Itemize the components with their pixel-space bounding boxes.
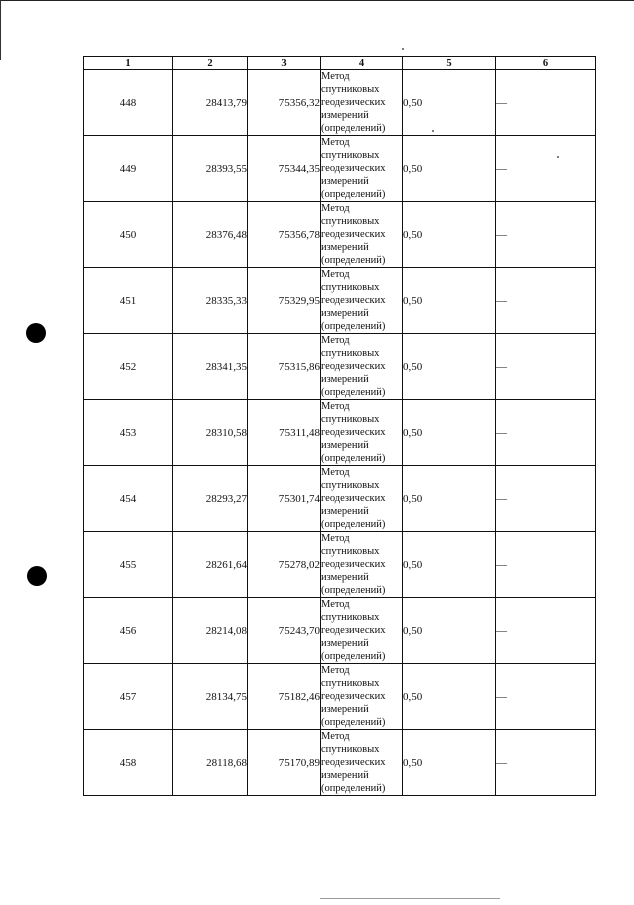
note-cell: —: [496, 136, 596, 202]
note-cell: —: [496, 598, 596, 664]
coordinate-x: 28393,55: [173, 136, 248, 202]
scan-speck: [432, 130, 434, 132]
column-header-6: 6: [496, 57, 596, 70]
method-cell: Метод спутниковых геодезических измерений (определений): [321, 334, 403, 400]
point-number: 451: [84, 268, 173, 334]
coordinate-x: 28341,35: [173, 334, 248, 400]
coordinate-y: 75243,70: [248, 598, 321, 664]
accuracy-cell: 0,50: [403, 730, 496, 796]
table-row: [84, 400, 596, 466]
coordinate-x: 28261,64: [173, 532, 248, 598]
coordinate-y: 75344,35: [248, 136, 321, 202]
coordinate-x: 28413,79: [173, 70, 248, 136]
coordinate-y: 75301,74: [248, 466, 321, 532]
point-number: 456: [84, 598, 173, 664]
table-row: [84, 334, 596, 400]
table-row: [84, 466, 596, 532]
coordinate-y: 75170,89: [248, 730, 321, 796]
accuracy-cell: 0,50: [403, 334, 496, 400]
method-cell: Метод спутниковых геодезических измерений (определений): [321, 664, 403, 730]
accuracy-cell: 0,50: [403, 136, 496, 202]
coordinate-x: 28214,08: [173, 598, 248, 664]
table-row: [84, 202, 596, 268]
page-top-edge: [0, 0, 634, 5]
note-cell: —: [496, 730, 596, 796]
note-cell: —: [496, 70, 596, 136]
accuracy-cell: 0,50: [403, 664, 496, 730]
punch-hole: [27, 566, 47, 586]
point-number: 455: [84, 532, 173, 598]
point-number: 458: [84, 730, 173, 796]
accuracy-cell: 0,50: [403, 268, 496, 334]
accuracy-cell: 0,50: [403, 202, 496, 268]
note-cell: —: [496, 466, 596, 532]
header-row: [84, 57, 596, 70]
note-cell: —: [496, 532, 596, 598]
method-cell: Метод спутниковых геодезических измерений (определений): [321, 136, 403, 202]
coordinate-y: 75329,95: [248, 268, 321, 334]
coordinate-y: 75311,48: [248, 400, 321, 466]
coordinate-x: 28335,33: [173, 268, 248, 334]
coordinates-table: [83, 56, 596, 796]
note-cell: —: [496, 400, 596, 466]
method-cell: Метод спутниковых геодезических измерений (определений): [321, 202, 403, 268]
coordinate-x: 28134,75: [173, 664, 248, 730]
table-row: [84, 598, 596, 664]
point-number: 450: [84, 202, 173, 268]
coordinate-y: 75356,32: [248, 70, 321, 136]
table-row: [84, 730, 596, 796]
note-cell: —: [496, 268, 596, 334]
scan-speck: [557, 156, 559, 158]
coordinate-x: 28118,68: [173, 730, 248, 796]
table-row: [84, 664, 596, 730]
point-number: 449: [84, 136, 173, 202]
accuracy-cell: 0,50: [403, 598, 496, 664]
column-header-3: 3: [248, 57, 321, 70]
coordinate-y: 75182,46: [248, 664, 321, 730]
table-row: [84, 532, 596, 598]
method-cell: Метод спутниковых геодезических измерений (определений): [321, 532, 403, 598]
note-cell: —: [496, 202, 596, 268]
column-header-2: 2: [173, 57, 248, 70]
column-header-1: 1: [84, 57, 173, 70]
method-cell: Метод спутниковых геодезических измерений (определений): [321, 268, 403, 334]
coordinate-x: 28376,48: [173, 202, 248, 268]
scan-speck: [402, 48, 404, 50]
accuracy-cell: 0,50: [403, 400, 496, 466]
table-body: [84, 70, 596, 796]
point-number: 448: [84, 70, 173, 136]
coordinate-y: 75315,86: [248, 334, 321, 400]
point-number: 452: [84, 334, 173, 400]
note-cell: —: [496, 664, 596, 730]
coordinate-y: 75356,78: [248, 202, 321, 268]
method-cell: Метод спутниковых геодезических измерений (определений): [321, 730, 403, 796]
accuracy-cell: 0,50: [403, 70, 496, 136]
coordinate-x: 28310,58: [173, 400, 248, 466]
coordinate-y: 75278,02: [248, 532, 321, 598]
method-cell: Метод спутниковых геодезических измерений (определений): [321, 70, 403, 136]
accuracy-cell: 0,50: [403, 532, 496, 598]
method-cell: Метод спутниковых геодезических измерений (определений): [321, 466, 403, 532]
table-header: [84, 57, 596, 70]
table-row: [84, 136, 596, 202]
method-cell: Метод спутниковых геодезических измерений (определений): [321, 598, 403, 664]
point-number: 454: [84, 466, 173, 532]
column-header-5: 5: [403, 57, 496, 70]
table-row: [84, 70, 596, 136]
method-cell: Метод спутниковых геодезических измерений (определений): [321, 400, 403, 466]
column-header-4: 4: [321, 57, 403, 70]
point-number: 453: [84, 400, 173, 466]
coordinate-x: 28293,27: [173, 466, 248, 532]
scan-artifact-line: [320, 898, 500, 899]
punch-hole: [26, 323, 46, 343]
page-left-edge: [0, 0, 1, 60]
table-row: [84, 268, 596, 334]
accuracy-cell: 0,50: [403, 466, 496, 532]
point-number: 457: [84, 664, 173, 730]
note-cell: —: [496, 334, 596, 400]
